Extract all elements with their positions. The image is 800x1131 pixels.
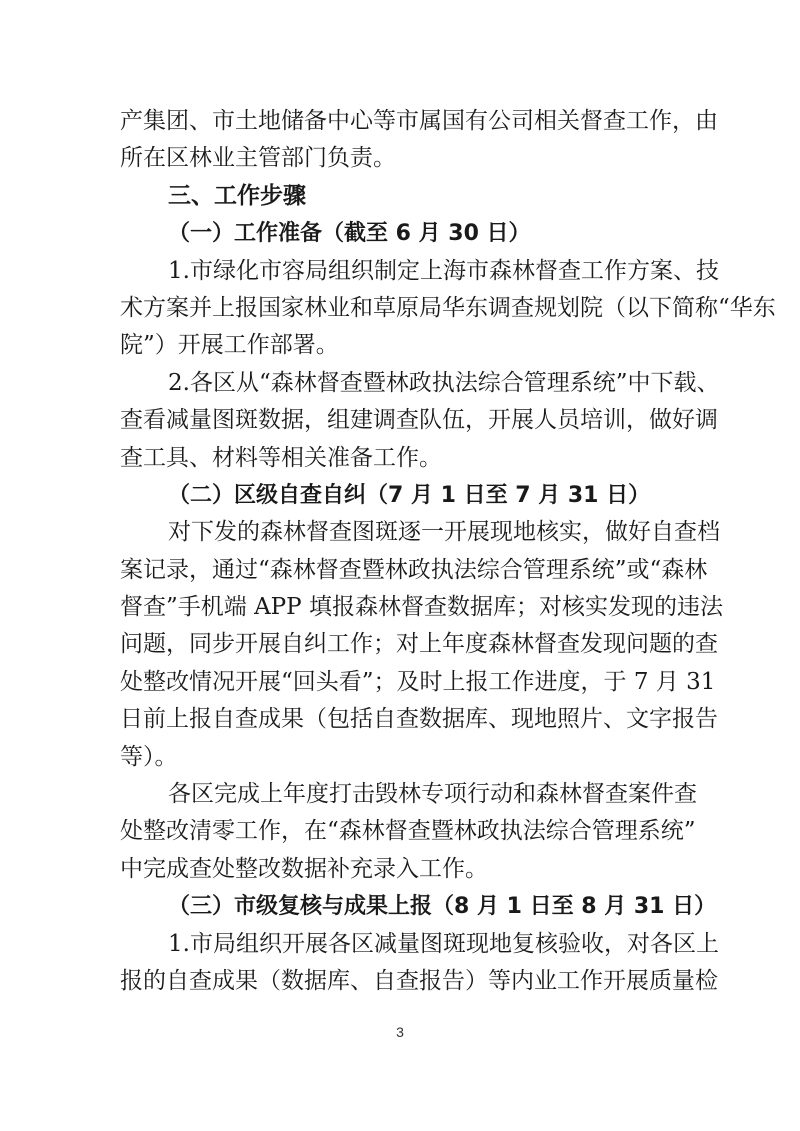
body-line: 等）。 <box>120 743 178 770</box>
body-line: 查看减量图斑数据，组建调查队伍，开展人员培训，做好调 <box>120 407 718 434</box>
sub-heading: （一）工作准备（截至 6 月 30 日） <box>168 221 531 247</box>
body-line: 报的自查成果（数据库、自查报告）等内业工作开展质量检 <box>120 967 718 994</box>
page-number: 3 <box>396 1024 404 1040</box>
section-heading: 三、工作步骤 <box>168 182 306 209</box>
body-line: 处整改情况开展“回头看”；及时上报工作进度，于 7 月 31 <box>120 668 716 695</box>
sub-heading: （二）区级自查自纠（7 月 1 日至 7 月 31 日） <box>168 482 651 508</box>
sub-heading: （三）市级复核与成果上报（8 月 1 日至 8 月 31 日） <box>168 894 717 920</box>
body-line: 对下发的森林督查图斑逐一开展现地核实，做好自查档 <box>168 519 720 546</box>
body-line: 处整改清零工作，在“森林督查暨林政执法综合管理系统” <box>120 818 696 845</box>
body-line: 日前上报自查成果（包括自查数据库、现地照片、文字报告 <box>120 706 718 733</box>
body-line: 查工具、材料等相关准备工作。 <box>120 444 442 471</box>
body-line: 问题，同步开展自纠工作；对上年度森林督查发现问题的查 <box>120 631 718 658</box>
body-line: 案记录，通过“森林督查暨林政执法综合管理系统”或“森林 <box>120 556 708 583</box>
body-line: 所在区林业主管部门负责。 <box>120 145 396 172</box>
body-line: 产集团、市土地储备中心等市属国有公司相关督查工作，由 <box>120 108 718 134</box>
body-line: 2.各区从“森林督查暨林政执法综合管理系统”中下载、 <box>168 369 720 396</box>
body-line: 院”）开展工作部署。 <box>120 332 339 359</box>
body-line: 各区完成上年度打击毁林专项行动和森林督查案件查 <box>168 781 697 808</box>
body-line: 1.市局组织开展各区减量图斑现地复核验收，对各区上 <box>168 930 719 957</box>
document-page <box>120 103 776 1000</box>
body-line: 督查”手机端 APP 填报森林督查数据库；对核实发现的违法 <box>120 594 723 621</box>
body-line: 中完成查处整改数据补充录入工作。 <box>120 855 488 882</box>
body-line: 1.市绿化市容局组织制定上海市森林督查工作方案、技 <box>168 257 719 284</box>
body-line: 术方案并上报国家林业和草原局华东调查规划院（以下简称“华东 <box>120 294 776 321</box>
